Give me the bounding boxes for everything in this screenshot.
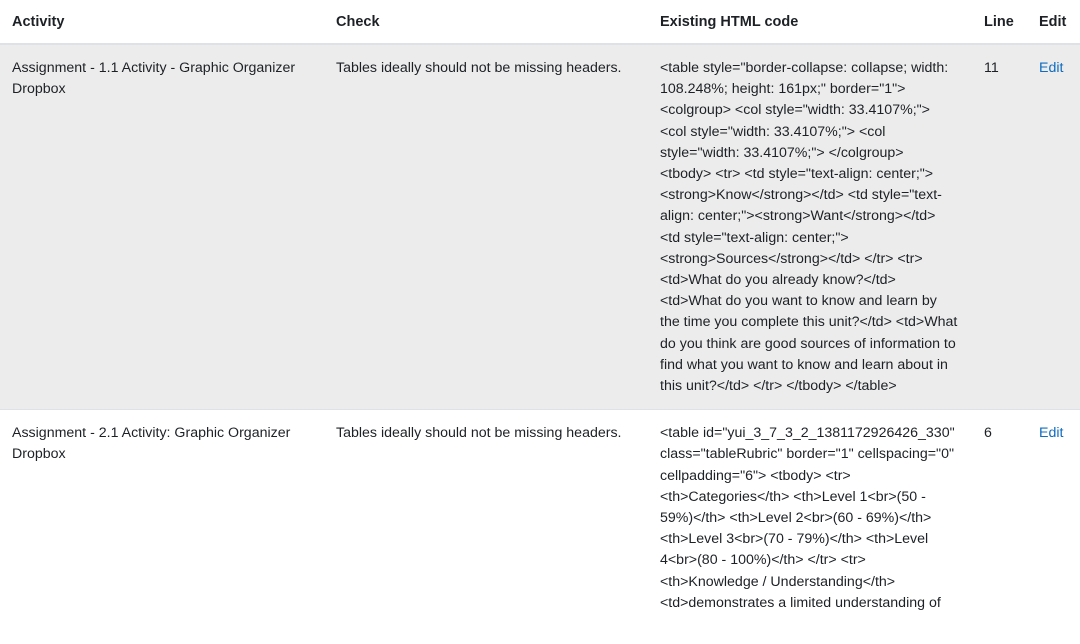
activity-cell: Assignment - 2.1 Activity: Graphic Organizer Dropbox	[0, 410, 324, 626]
header-line: Line	[972, 0, 1027, 44]
edit-link[interactable]: Edit	[1039, 425, 1064, 442]
header-activity: Activity	[0, 0, 324, 44]
line-cell: 6	[972, 410, 1027, 626]
check-cell: Tables ideally should not be missing headers.	[324, 44, 648, 410]
edit-link[interactable]: Edit	[1039, 60, 1064, 76]
header-code: Existing HTML code	[648, 0, 972, 44]
code-cell: <table style="border-collapse: collapse; width: 108.248%; height: 161px;" border="1"> <colgroup> <col style="width: 33.4107%;"> <col style="width: 33.4107%;"> <col style="width: 33.4107%;"> </colgroup> <tbody> <tr> <td style="text-align: center;"><strong>Know</strong></td> <td style="text-align: center;"><strong>Want</strong></td> <td style="text-align: center;"><strong>Sources</strong></td> </tr> <tr> <td>What do you already know?</td> <td>What do you want to know and learn by the time you complete this unit?</td> <td>What do you think are good sources of information to find what you want to know and learn about in this unit?</td> </tr> </tbody> </table>	[648, 44, 972, 410]
header-row	[0, 0, 1080, 44]
activity-cell: Assignment - 1.1 Activity - Graphic Organizer Dropbox	[0, 44, 324, 410]
table-row	[0, 44, 1080, 410]
edit-cell	[1027, 410, 1080, 626]
line-cell: 11	[972, 44, 1027, 410]
header-edit: Edit	[1027, 0, 1080, 44]
edit-cell	[1027, 44, 1080, 410]
table-row	[0, 410, 1080, 626]
code-cell: <table id="yui_3_7_3_2_1381172926426_330" class="tableRubric" border="1" cellspacing="0" cellpadding="6"> <tbody> <tr> <th>Categories</th> <th>Level 1<br>(50 - 59%)</th> <th>Level 2<br>(60 - 69%)</th> <th>Level 3<br>(70 - 79%)</th> <th>Level 4<br>(80 - 100%)</th> </tr> <tr> <th>Knowledge / Understanding</th> <td>demonstrates a limited understanding of	[648, 410, 972, 626]
check-cell: Tables ideally should not be missing headers.	[324, 410, 648, 626]
header-check: Check	[324, 0, 648, 44]
